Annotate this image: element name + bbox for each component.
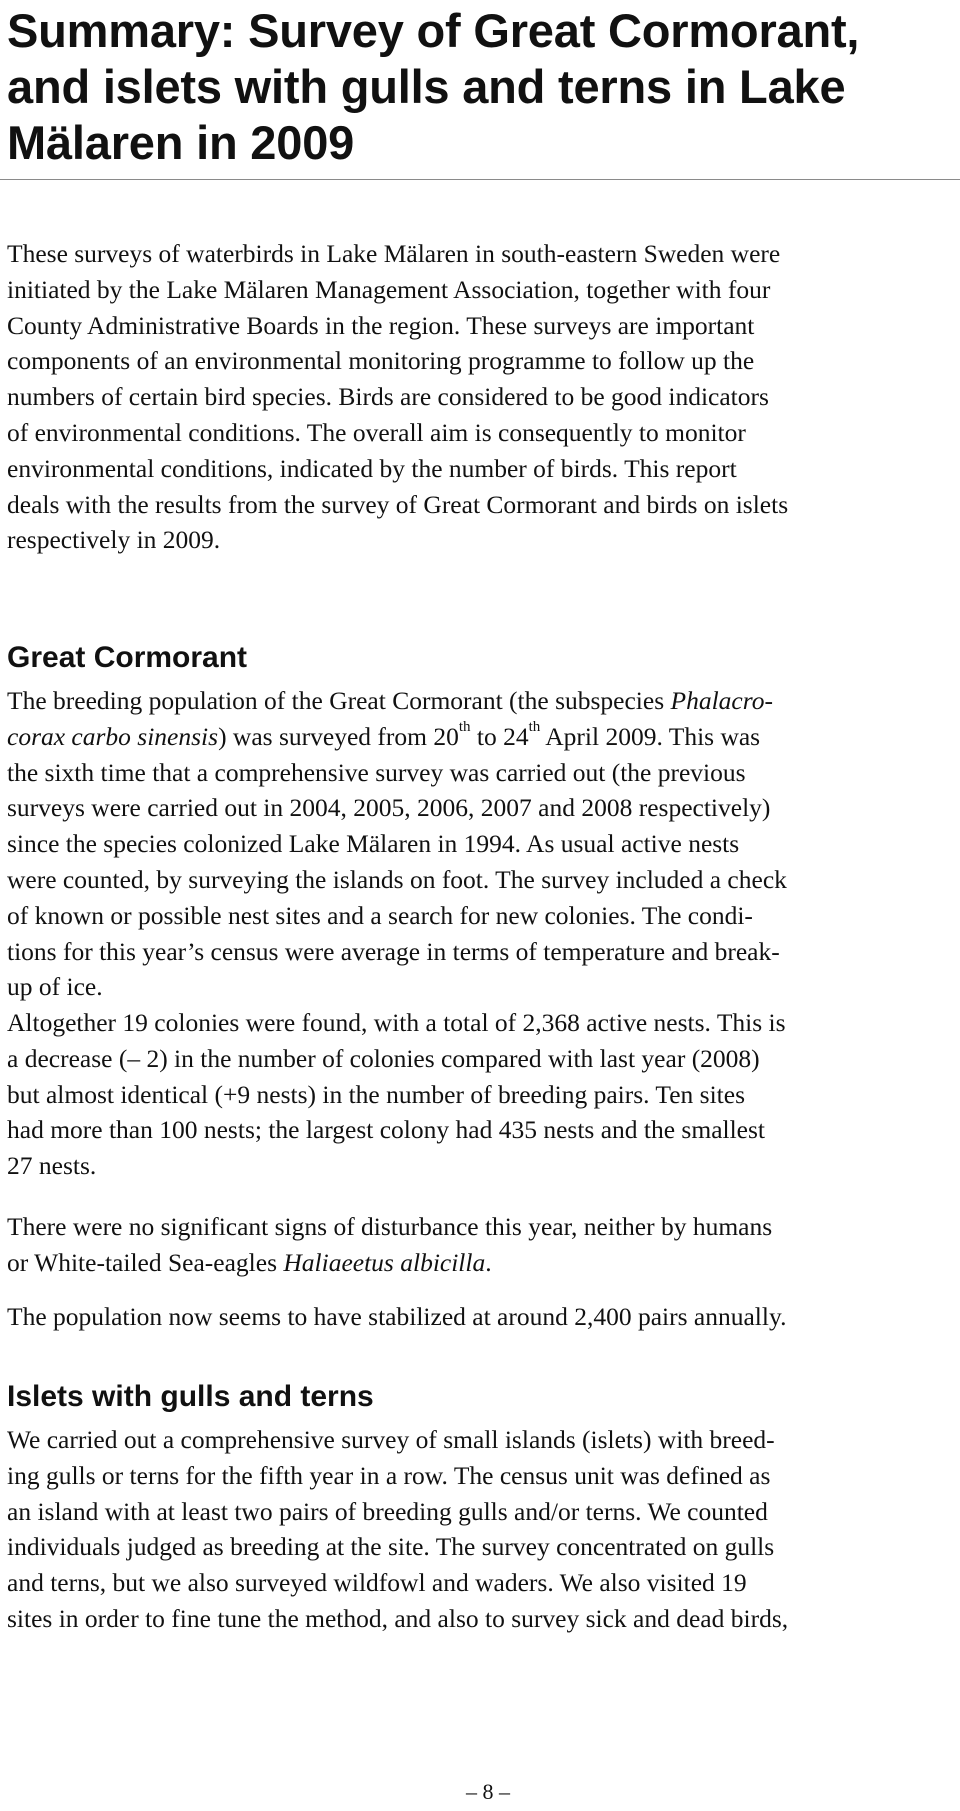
text-run: ) was surveyed from 20: [218, 721, 459, 751]
section-heading-great-cormorant: Great Cormorant: [7, 641, 248, 674]
islets-paragraph-1: [7, 1422, 957, 1637]
text-line: components of an environmental monitoring programme to follow up the: [7, 346, 755, 376]
page-number: – 8 –: [466, 1779, 510, 1804]
text-line: These surveys of waterbirds in Lake Mälaren in south-eastern Sweden were: [7, 239, 781, 268]
text-line: [7, 1245, 957, 1281]
text-run: to 24: [470, 721, 529, 751]
cormorant-paragraph-4: [7, 1299, 957, 1335]
title-line: Mälaren in 2009: [7, 116, 355, 169]
text-line: were counted, by surveying the islands on foot. The survey included a check: [7, 864, 787, 894]
text-line: environmental conditions, indicated by the number of birds. This report: [7, 453, 737, 483]
text-line: 27 nests.: [7, 1151, 97, 1181]
text-line: and terns, but we also surveyed wildfowl and waders. We also visited 19: [7, 1568, 747, 1598]
text-line: of known or possible nest sites and a search for new colonies. The condi-: [7, 900, 753, 930]
text-line: deals with the results from the survey of Great Cormorant and birds on islets: [7, 489, 789, 519]
text-line: individuals judged as breeding at the site. The survey concentrated on gulls: [7, 1532, 775, 1562]
text-line: numbers of certain bird species. Birds are considered to be good indicators: [7, 382, 769, 412]
superscript: th: [528, 719, 541, 736]
page-title: [7, 3, 957, 171]
text-line: surveys were carried out in 2004, 2005, 2006, 2007 and 2008 respectively): [7, 793, 771, 823]
section-heading-islets: Islets with gulls and terns: [7, 1380, 374, 1413]
text-line: had more than 100 nests; the largest colony had 435 nests and the smallest: [7, 1115, 766, 1145]
intro-paragraph: [7, 236, 957, 558]
text-line: [7, 719, 957, 755]
text-line: tions for this year’s census were average in terms of temperature and break-: [7, 936, 780, 966]
text-line: ing gulls or terns for the fifth year in a row. The census unit was defined as: [7, 1460, 771, 1490]
text-line: the sixth time that a comprehensive survey was carried out (the previous: [7, 757, 746, 787]
text-run: or White-tailed Sea-eagles: [7, 1247, 284, 1277]
text-line: but almost identical (+9 nests) in the number of breeding pairs. Ten sites: [7, 1079, 746, 1109]
text-line: up of ice.: [7, 972, 103, 1002]
title-line: Summary: Survey of Great Cormorant,: [7, 4, 860, 57]
cormorant-paragraph-1: [7, 683, 957, 1005]
text-line: County Administrative Boards in the region. These surveys are important: [7, 310, 755, 340]
text-line: sites in order to fine tune the method, and also to survey sick and dead birds,: [7, 1603, 789, 1633]
italic-text: Phalacro-: [670, 686, 773, 715]
text-run: .: [485, 1247, 492, 1277]
text-line: respectively in 2009.: [7, 525, 221, 555]
text-line: The population now seems to have stabilized at around 2,400 pairs annually.: [7, 1302, 787, 1331]
title-divider: [0, 179, 960, 180]
text-run: The breeding population of the Great Cormorant (the subspecies: [7, 686, 671, 715]
cormorant-paragraph-2: [7, 1005, 957, 1184]
text-line: of environmental conditions. The overall aim is consequently to monitor: [7, 417, 746, 447]
species-name-italic: Haliaeetus albicilla: [283, 1247, 486, 1277]
species-name-italic: corax carbo sinensis: [7, 721, 219, 751]
superscript: th: [458, 719, 471, 736]
text-line: We carried out a comprehensive survey of small islands (islets) with breed-: [7, 1425, 775, 1454]
text-line: since the species colonized Lake Mälaren in 1994. As usual active nests: [7, 829, 740, 859]
title-line: and islets with gulls and terns in Lake: [7, 60, 846, 113]
text-line: an island with at least two pairs of breeding gulls and/or terns. We counted: [7, 1496, 768, 1526]
text-line: initiated by the Lake Mälaren Management Association, together with four: [7, 274, 771, 304]
text-run: April 2009. This was: [540, 721, 761, 751]
text-line: There were no significant signs of disturbance this year, neither by humans: [7, 1212, 773, 1241]
text-line: a decrease (– 2) in the number of colonies compared with last year (2008): [7, 1043, 760, 1073]
cormorant-paragraph-3: [7, 1209, 957, 1281]
text-line: [7, 683, 957, 719]
text-line: Altogether 19 colonies were found, with a total of 2,368 active nests. This is: [7, 1008, 786, 1037]
